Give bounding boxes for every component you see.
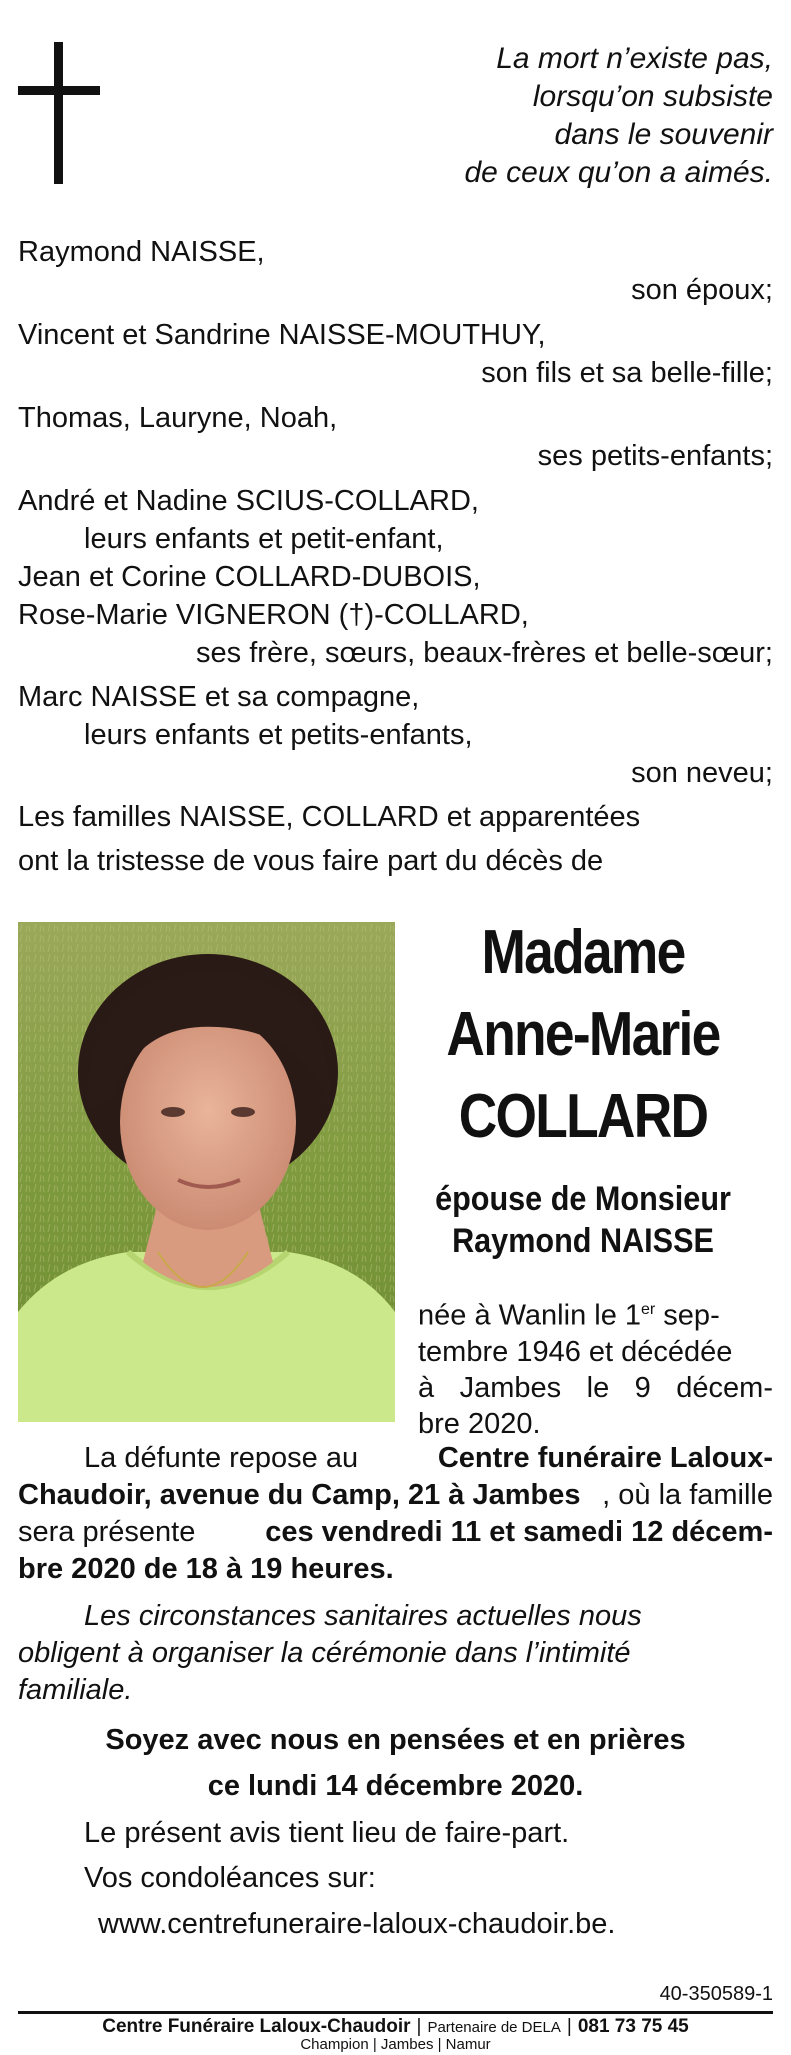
family-line: Thomas, Lauryne, Noah, — [18, 402, 338, 434]
family-relation: ses frère, sœurs, beaux-frères et belle-sœur; — [196, 637, 773, 669]
dates-line: née à Wanlin le 1er sep- — [418, 1299, 720, 1332]
closing-line: Vos condoléances sur: — [84, 1862, 376, 1894]
closing-line: Le présent avis tient lieu de faire-part. — [84, 1817, 570, 1849]
deceased-title: Madame — [481, 918, 685, 987]
deceased-first-name: Anne-Marie — [446, 1000, 720, 1069]
cross-icon — [18, 42, 100, 184]
footer-divider — [18, 2011, 773, 2014]
prayer-date: ce lundi 14 décembre 2020. — [207, 1770, 584, 1802]
family-relation: son fils et sa belle-fille; — [481, 357, 773, 389]
family-line: leurs enfants et petit-enfant, — [84, 523, 444, 555]
sanitary-notice: Les circonstances sanitaires actuelles nous obligent à organiser la cérémonie dans l’intimité familiale. — [18, 1600, 642, 1706]
repose-paragraph: La défunte repose au Centre funéraire Laloux- Chaudoir, avenue du Camp, 21 à Jambes , où la famille sera présente ces vendredi 11 et samedi 12 décem- bre 2020 de 18 à 19 heures. — [18, 1442, 773, 1585]
company-phone: 081 73 75 45 — [577, 2016, 689, 2037]
family-line: Jean et Corine COLLARD-DUBOIS, — [18, 561, 481, 593]
family-relation: son neveu; — [631, 757, 773, 789]
dates-line: tembre 1946 et décédée — [418, 1335, 733, 1368]
deceased-last-name: COLLARD — [458, 1082, 708, 1151]
footer-company-line: Centre Funéraire Laloux-Chaudoir | Partenaire de DELA | 081 73 75 45 — [102, 2016, 689, 2037]
birth-death-dates — [418, 1292, 773, 1442]
spouse-name: Raymond NAISSE — [452, 1222, 714, 1260]
portrait-photo — [18, 922, 395, 1422]
reference-number: 40-350589-1 — [659, 1983, 773, 2005]
family-line: Marc NAISSE et sa compagne, — [18, 681, 420, 713]
family-relation: son époux; — [631, 274, 773, 306]
company-name: Centre Funéraire Laloux-Chaudoir — [102, 2016, 411, 2037]
dates-line: à Jambes le 9 décem- — [418, 1371, 773, 1404]
condolences-link[interactable]: www.centrefuneraire-laloux-chaudoir.be. — [98, 1908, 616, 1940]
spouse-line: épouse de Monsieur — [435, 1180, 731, 1218]
family-line: leurs enfants et petits-enfants, — [84, 719, 473, 751]
dates-line: bre 2020. — [418, 1407, 541, 1440]
quote-line: dans le souvenir — [554, 118, 773, 151]
quote-line: La mort n’existe pas, — [496, 42, 773, 75]
family-relation: ses petits-enfants; — [537, 440, 773, 472]
announcement-line: ont la tristesse de vous faire part du décès de — [18, 845, 604, 877]
footer-locations: Champion | Jambes | Namur — [300, 2036, 491, 2053]
partner-text: Partenaire de DELA — [427, 2019, 561, 2036]
quote-line: de ceux qu’on a aimés. — [464, 156, 773, 189]
family-line: Raymond NAISSE, — [18, 236, 265, 268]
announcement-line: Les familles NAISSE, COLLARD et apparentées — [18, 801, 641, 833]
epitaph-quote — [253, 40, 773, 192]
prayer-line: Soyez avec nous en pensées et en prières — [105, 1724, 686, 1756]
family-line: Vincent et Sandrine NAISSE-MOUTHUY, — [18, 319, 546, 351]
quote-line: lorsqu’on subsiste — [532, 80, 773, 113]
family-line: Rose-Marie VIGNERON (†)-COLLARD, — [18, 599, 529, 631]
family-line: André et Nadine SCIUS-COLLARD, — [18, 485, 479, 517]
